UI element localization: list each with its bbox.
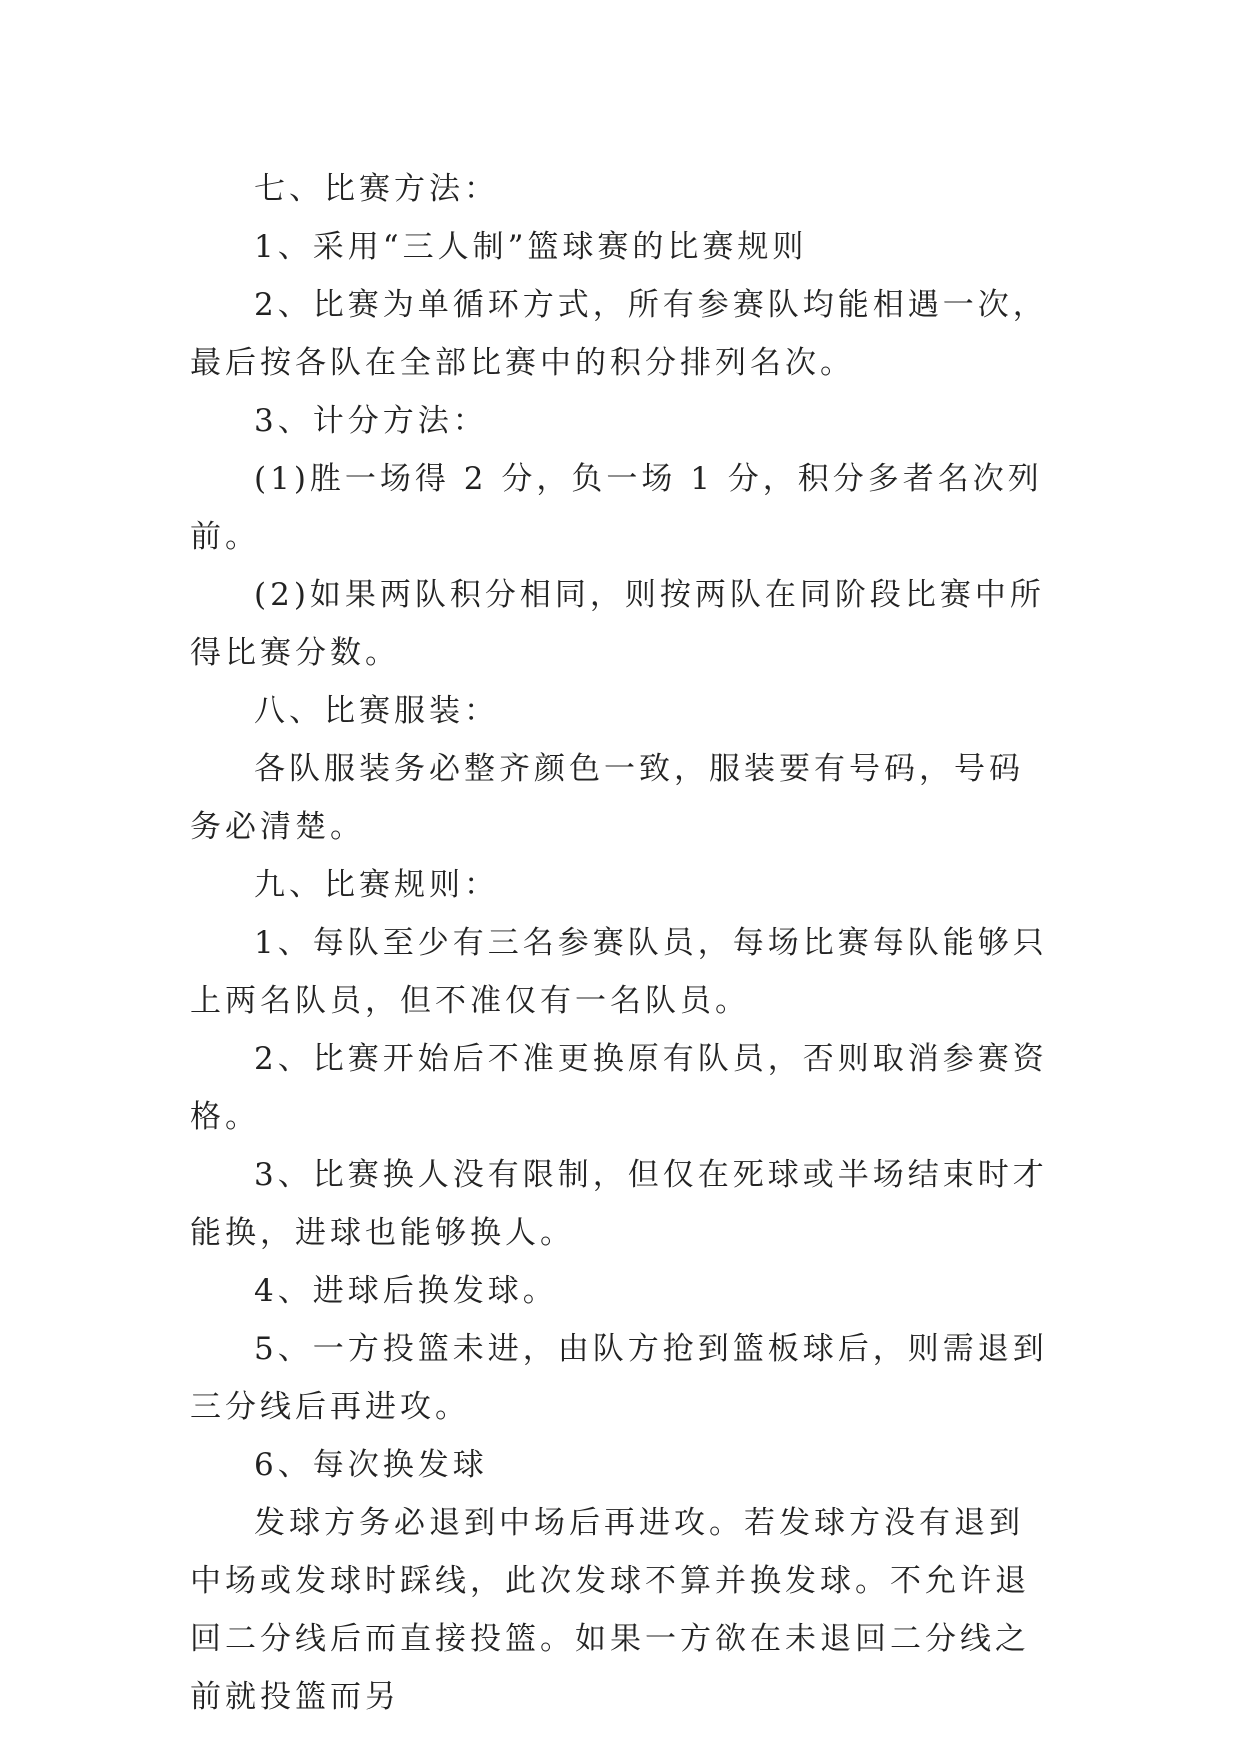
paragraph-rule-1: 1、采用“三人制”篮球赛的比赛规则 bbox=[254, 229, 808, 265]
paragraph-rules-1: 1、每队至少有三名参赛队员，每场比赛每队能够只上两名队员，但不准仅有一名队员。 bbox=[190, 925, 1048, 1019]
paragraph-rules-6-detail: 发球方务必退到中场后再进攻。若发球方没有退到中场或发球时踩线，此次发球不算并换发球。不允许退回二分线后而直接投篮。如果一方欲在未退回二分线之前就投篮而另 bbox=[190, 1505, 1030, 1715]
paragraph-rules-6: 6、每次换发球 bbox=[254, 1447, 488, 1483]
paragraph-uniform: 各队服装务必整齐颜色一致，服装要有号码，号码务必清楚。 bbox=[190, 751, 1024, 845]
section-heading-competition-method: 七、比赛方法： bbox=[254, 171, 499, 207]
paragraph-scoring-2: (2)如果两队积分相同，则按两队在同阶段比赛中所得比赛分数。 bbox=[190, 577, 1045, 671]
paragraph-rules-2: 2、比赛开始后不准更换原有队员，否则取消参赛资格。 bbox=[190, 1041, 1048, 1135]
paragraph-scoring-1: (1)胜一场得 2 分，负一场 1 分，积分多者名次列前。 bbox=[190, 461, 1043, 555]
paragraph-rules-4: 4、进球后换发球。 bbox=[254, 1273, 558, 1309]
paragraph-scoring-method: 3、计分方法： bbox=[254, 403, 488, 439]
section-heading-uniform: 八、比赛服装： bbox=[254, 693, 499, 729]
paragraph-rule-2: 2、比赛为单循环方式，所有参赛队均能相遇一次，最后按各队在全部比赛中的积分排列名次。 bbox=[190, 287, 1048, 381]
paragraph-rules-3: 3、比赛换人没有限制，但仅在死球或半场结束时才能换，进球也能够换人。 bbox=[190, 1157, 1048, 1251]
section-heading-rules: 九、比赛规则： bbox=[254, 867, 499, 903]
document-body bbox=[190, 160, 1050, 1726]
paragraph-rules-5: 5、一方投篮未进，由队方抢到篮板球后，则需退到三分线后再进攻。 bbox=[190, 1331, 1048, 1425]
